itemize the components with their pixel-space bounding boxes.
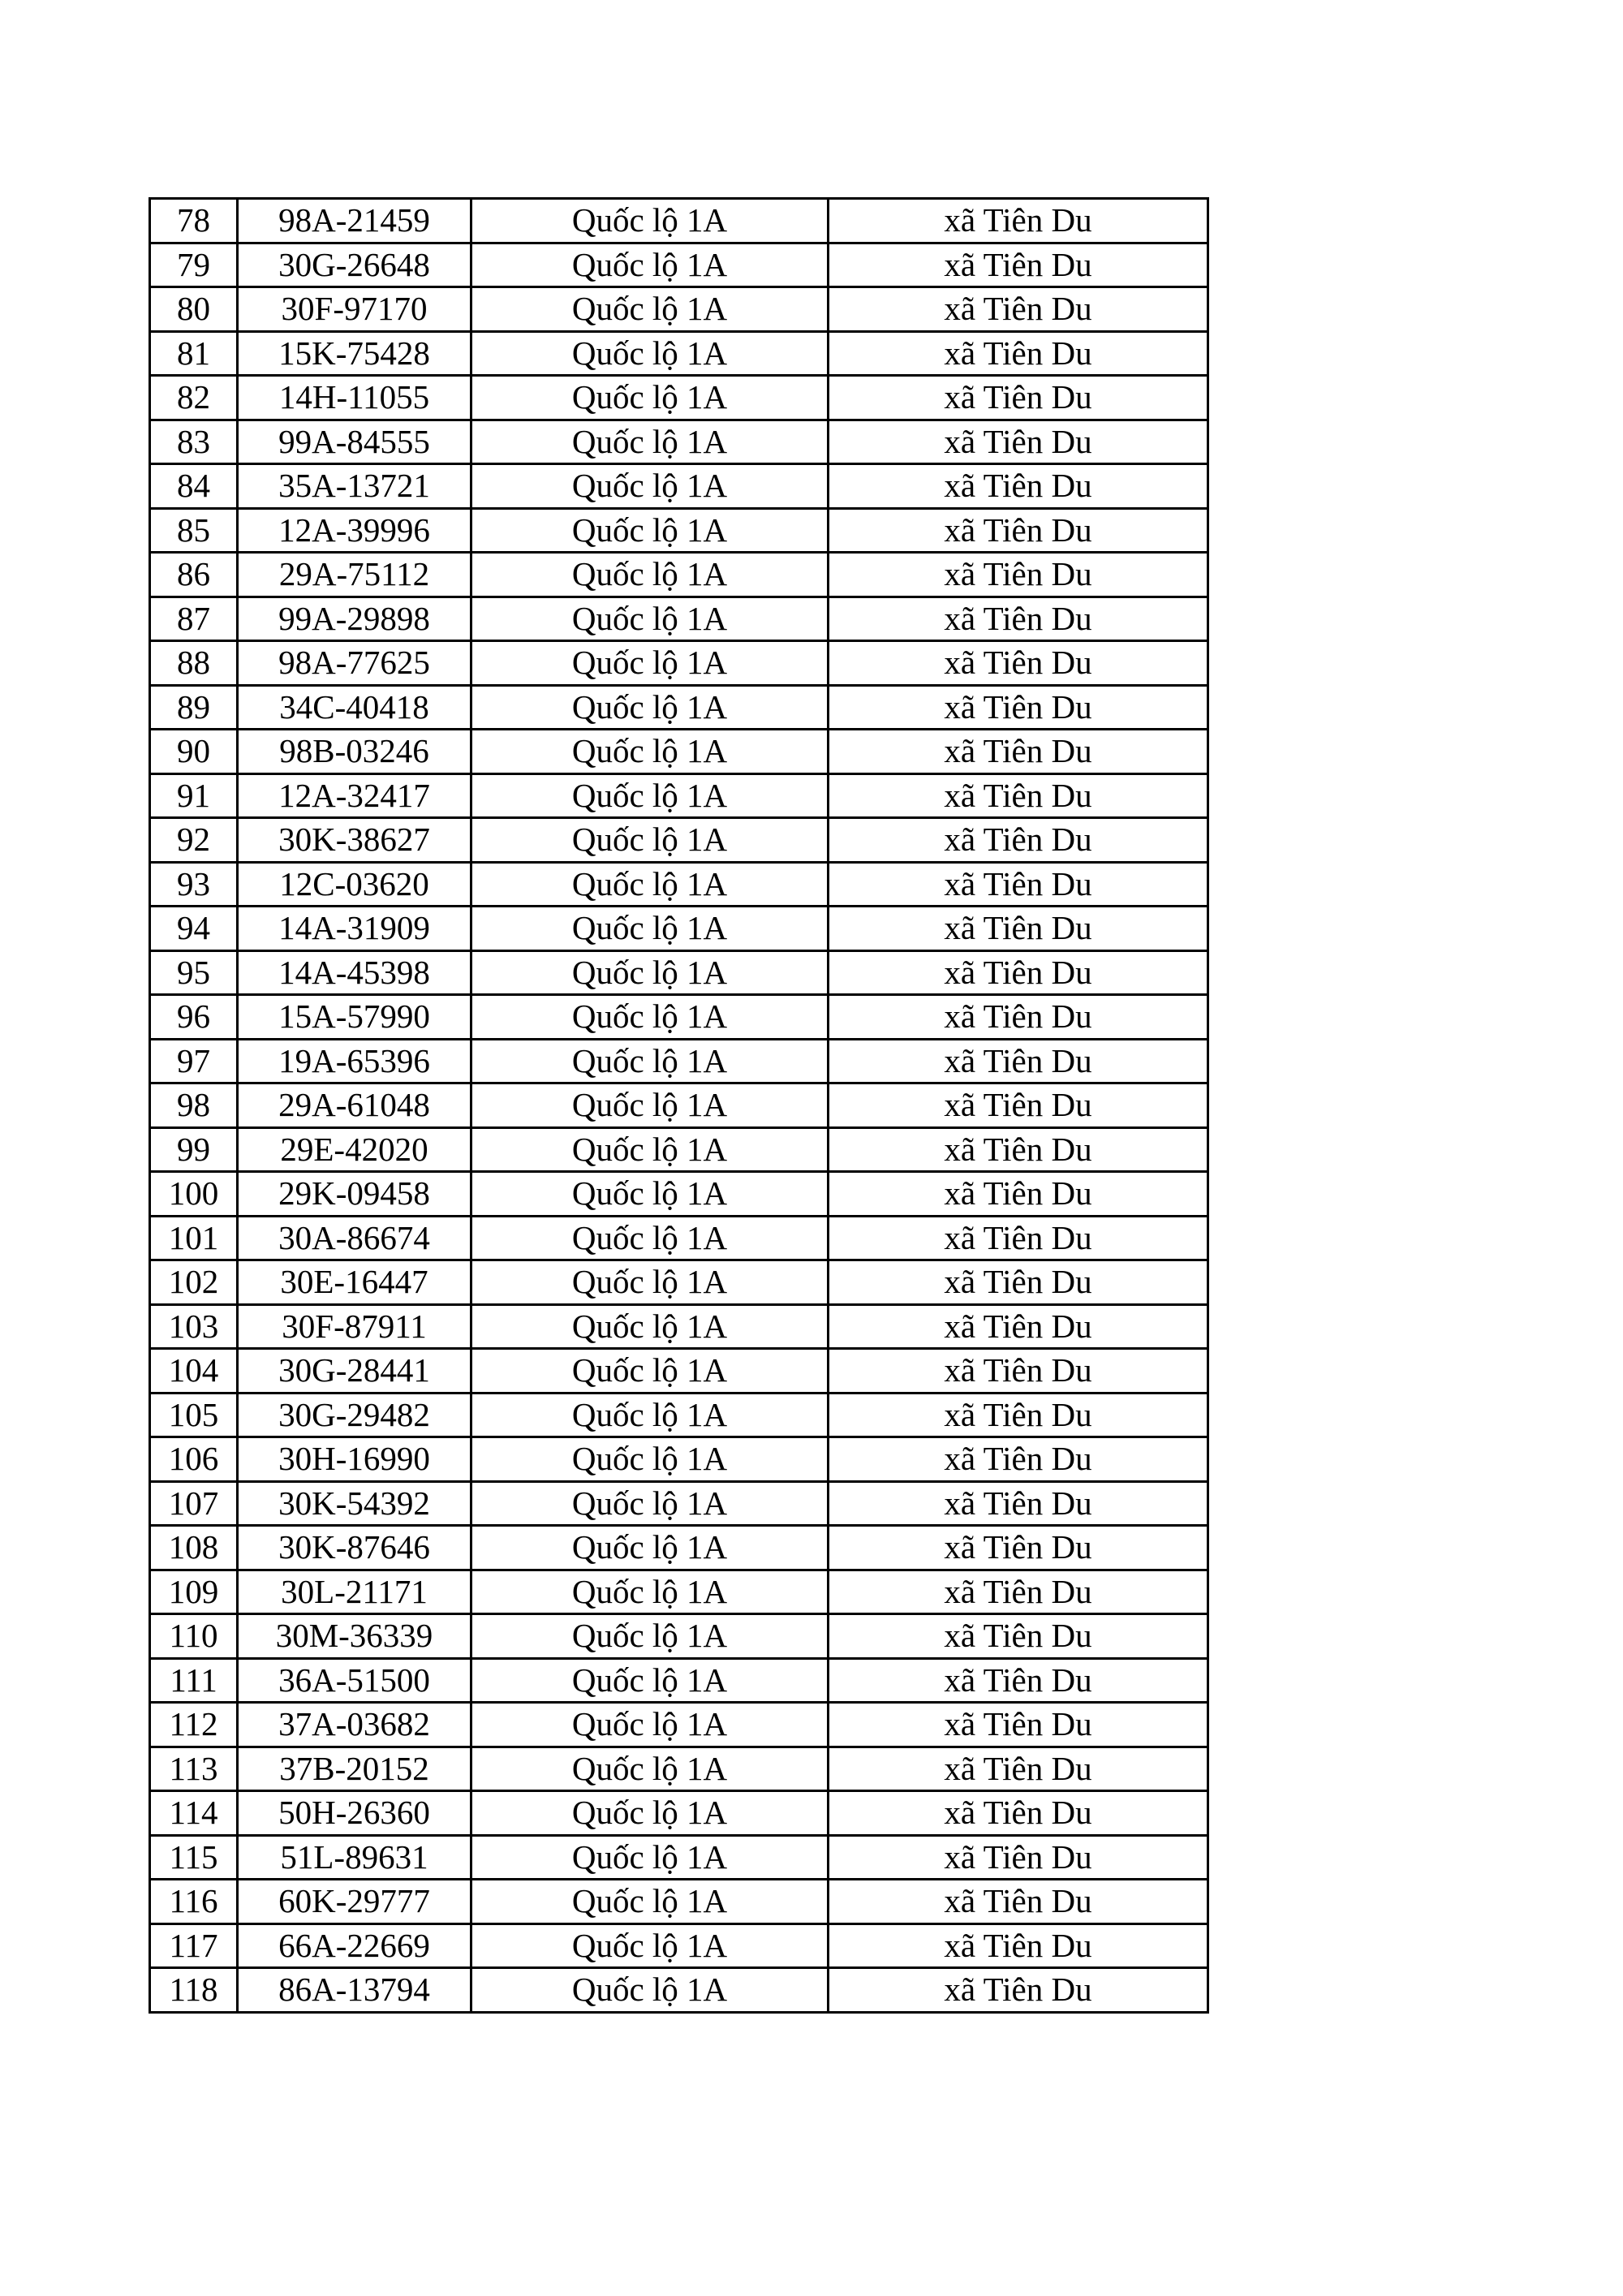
row-number-cell: 109 [150, 1570, 238, 1614]
license-plate-cell: 30K-38627 [238, 818, 471, 863]
location-cell: xã Tiên Du [829, 1526, 1208, 1570]
license-plate-cell: 37A-03682 [238, 1703, 471, 1747]
table-row [150, 1083, 1208, 1128]
row-number-cell: 81 [150, 331, 238, 376]
location-cell: xã Tiên Du [829, 1216, 1208, 1260]
table-body [150, 199, 1208, 2013]
road-cell: Quốc lộ 1A [471, 818, 829, 863]
table-row [150, 1393, 1208, 1437]
road-cell: Quốc lộ 1A [471, 1172, 829, 1217]
row-number-cell: 82 [150, 376, 238, 420]
license-plate-cell: 30M-36339 [238, 1614, 471, 1659]
road-cell: Quốc lộ 1A [471, 995, 829, 1040]
row-number-cell: 98 [150, 1083, 238, 1128]
row-number-cell: 100 [150, 1172, 238, 1217]
row-number-cell: 111 [150, 1658, 238, 1703]
table-row [150, 1526, 1208, 1570]
row-number-cell: 94 [150, 907, 238, 951]
license-plate-cell: 99A-29898 [238, 597, 471, 641]
location-cell: xã Tiên Du [829, 1349, 1208, 1394]
row-number-cell: 97 [150, 1039, 238, 1083]
location-cell: xã Tiên Du [829, 553, 1208, 597]
road-cell: Quốc lộ 1A [471, 597, 829, 641]
license-plate-cell: 12C-03620 [238, 862, 471, 907]
license-plate-cell: 29A-75112 [238, 553, 471, 597]
table-row [150, 1304, 1208, 1349]
road-cell: Quốc lộ 1A [471, 950, 829, 995]
row-number-cell: 106 [150, 1437, 238, 1482]
license-plate-cell: 86A-13794 [238, 1968, 471, 2013]
license-plate-cell: 14A-31909 [238, 907, 471, 951]
row-number-cell: 110 [150, 1614, 238, 1659]
row-number-cell: 92 [150, 818, 238, 863]
row-number-cell: 105 [150, 1393, 238, 1437]
road-cell: Quốc lộ 1A [471, 1127, 829, 1172]
row-number-cell: 115 [150, 1835, 238, 1880]
table-row [150, 1127, 1208, 1172]
road-cell: Quốc lộ 1A [471, 1968, 829, 2013]
row-number-cell: 84 [150, 464, 238, 509]
location-cell: xã Tiên Du [829, 1614, 1208, 1659]
row-number-cell: 78 [150, 199, 238, 243]
row-number-cell: 80 [150, 287, 238, 332]
location-cell: xã Tiên Du [829, 730, 1208, 774]
road-cell: Quốc lộ 1A [471, 1349, 829, 1394]
location-cell: xã Tiên Du [829, 1791, 1208, 1836]
road-cell: Quốc lộ 1A [471, 641, 829, 686]
location-cell: xã Tiên Du [829, 1393, 1208, 1437]
location-cell: xã Tiên Du [829, 1658, 1208, 1703]
table-row [150, 1039, 1208, 1083]
table-row [150, 641, 1208, 686]
license-plate-cell: 37B-20152 [238, 1747, 471, 1791]
location-cell: xã Tiên Du [829, 818, 1208, 863]
row-number-cell: 112 [150, 1703, 238, 1747]
location-cell: xã Tiên Du [829, 199, 1208, 243]
road-cell: Quốc lộ 1A [471, 1083, 829, 1128]
row-number-cell: 116 [150, 1880, 238, 1924]
table-row [150, 1216, 1208, 1260]
table-row [150, 1968, 1208, 2013]
license-plate-cell: 30K-54392 [238, 1481, 471, 1526]
road-cell: Quốc lộ 1A [471, 1437, 829, 1482]
table-row [150, 1172, 1208, 1217]
location-cell: xã Tiên Du [829, 287, 1208, 332]
license-plate-cell: 12A-32417 [238, 773, 471, 818]
license-plate-cell: 14H-11055 [238, 376, 471, 420]
row-number-cell: 104 [150, 1349, 238, 1394]
location-cell: xã Tiên Du [829, 1570, 1208, 1614]
location-cell: xã Tiên Du [829, 420, 1208, 464]
location-cell: xã Tiên Du [829, 1923, 1208, 1968]
table-row [150, 1703, 1208, 1747]
license-plate-cell: 30E-16447 [238, 1260, 471, 1305]
road-cell: Quốc lộ 1A [471, 199, 829, 243]
road-cell: Quốc lộ 1A [471, 376, 829, 420]
location-cell: xã Tiên Du [829, 950, 1208, 995]
row-number-cell: 91 [150, 773, 238, 818]
license-plate-cell: 50H-26360 [238, 1791, 471, 1836]
license-plate-cell: 29E-42020 [238, 1127, 471, 1172]
table-row [150, 818, 1208, 863]
location-cell: xã Tiên Du [829, 1437, 1208, 1482]
table-row [150, 773, 1208, 818]
road-cell: Quốc lộ 1A [471, 730, 829, 774]
row-number-cell: 114 [150, 1791, 238, 1836]
table-row [150, 597, 1208, 641]
row-number-cell: 87 [150, 597, 238, 641]
road-cell: Quốc lộ 1A [471, 773, 829, 818]
row-number-cell: 107 [150, 1481, 238, 1526]
road-cell: Quốc lộ 1A [471, 1791, 829, 1836]
license-plate-cell: 98A-21459 [238, 199, 471, 243]
road-cell: Quốc lộ 1A [471, 1216, 829, 1260]
road-cell: Quốc lộ 1A [471, 1526, 829, 1570]
table-row [150, 1747, 1208, 1791]
road-cell: Quốc lộ 1A [471, 1570, 829, 1614]
road-cell: Quốc lộ 1A [471, 1835, 829, 1880]
license-plate-cell: 30K-87646 [238, 1526, 471, 1570]
table-row [150, 1923, 1208, 1968]
road-cell: Quốc lộ 1A [471, 907, 829, 951]
row-number-cell: 88 [150, 641, 238, 686]
table-row [150, 1481, 1208, 1526]
row-number-cell: 108 [150, 1526, 238, 1570]
road-cell: Quốc lộ 1A [471, 1039, 829, 1083]
road-cell: Quốc lộ 1A [471, 1393, 829, 1437]
table-row [150, 376, 1208, 420]
location-cell: xã Tiên Du [829, 597, 1208, 641]
license-plate-cell: 30A-86674 [238, 1216, 471, 1260]
location-cell: xã Tiên Du [829, 1172, 1208, 1217]
location-cell: xã Tiên Du [829, 1083, 1208, 1128]
license-plate-cell: 15K-75428 [238, 331, 471, 376]
table-row [150, 287, 1208, 332]
road-cell: Quốc lộ 1A [471, 1260, 829, 1305]
location-cell: xã Tiên Du [829, 862, 1208, 907]
license-plate-cell: 66A-22669 [238, 1923, 471, 1968]
table-row [150, 950, 1208, 995]
table-row [150, 553, 1208, 597]
table-row [150, 995, 1208, 1040]
location-cell: xã Tiên Du [829, 685, 1208, 730]
road-cell: Quốc lộ 1A [471, 243, 829, 287]
row-number-cell: 90 [150, 730, 238, 774]
license-plate-cell: 19A-65396 [238, 1039, 471, 1083]
license-plate-cell: 30L-21171 [238, 1570, 471, 1614]
license-plate-cell: 99A-84555 [238, 420, 471, 464]
license-plate-cell: 51L-89631 [238, 1835, 471, 1880]
table-row [150, 1570, 1208, 1614]
license-plate-cell: 30F-87911 [238, 1304, 471, 1349]
table-row [150, 1349, 1208, 1394]
road-cell: Quốc lộ 1A [471, 1304, 829, 1349]
table-row [150, 1835, 1208, 1880]
row-number-cell: 113 [150, 1747, 238, 1791]
road-cell: Quốc lộ 1A [471, 862, 829, 907]
row-number-cell: 102 [150, 1260, 238, 1305]
road-cell: Quốc lộ 1A [471, 553, 829, 597]
location-cell: xã Tiên Du [829, 1260, 1208, 1305]
license-plate-cell: 12A-39996 [238, 508, 471, 553]
location-cell: xã Tiên Du [829, 1747, 1208, 1791]
table-row [150, 1260, 1208, 1305]
license-plate-cell: 29A-61048 [238, 1083, 471, 1128]
row-number-cell: 95 [150, 950, 238, 995]
location-cell: xã Tiên Du [829, 508, 1208, 553]
row-number-cell: 103 [150, 1304, 238, 1349]
row-number-cell: 93 [150, 862, 238, 907]
license-plate-cell: 34C-40418 [238, 685, 471, 730]
table-row [150, 464, 1208, 509]
license-plate-cell: 30F-97170 [238, 287, 471, 332]
location-cell: xã Tiên Du [829, 1304, 1208, 1349]
road-cell: Quốc lộ 1A [471, 464, 829, 509]
location-cell: xã Tiên Du [829, 1968, 1208, 2013]
road-cell: Quốc lộ 1A [471, 1658, 829, 1703]
table-row [150, 1614, 1208, 1659]
location-cell: xã Tiên Du [829, 1481, 1208, 1526]
location-cell: xã Tiên Du [829, 243, 1208, 287]
location-cell: xã Tiên Du [829, 1880, 1208, 1924]
license-plate-cell: 36A-51500 [238, 1658, 471, 1703]
road-cell: Quốc lộ 1A [471, 1481, 829, 1526]
location-cell: xã Tiên Du [829, 376, 1208, 420]
road-cell: Quốc lộ 1A [471, 1747, 829, 1791]
location-cell: xã Tiên Du [829, 641, 1208, 686]
table-row [150, 685, 1208, 730]
table-row [150, 1880, 1208, 1924]
road-cell: Quốc lộ 1A [471, 1614, 829, 1659]
table-row [150, 862, 1208, 907]
road-cell: Quốc lộ 1A [471, 1703, 829, 1747]
license-plate-cell: 30G-26648 [238, 243, 471, 287]
license-plate-cell: 30G-28441 [238, 1349, 471, 1394]
location-cell: xã Tiên Du [829, 773, 1208, 818]
row-number-cell: 89 [150, 685, 238, 730]
location-cell: xã Tiên Du [829, 1835, 1208, 1880]
license-plate-cell: 14A-45398 [238, 950, 471, 995]
location-cell: xã Tiên Du [829, 1127, 1208, 1172]
row-number-cell: 85 [150, 508, 238, 553]
location-cell: xã Tiên Du [829, 464, 1208, 509]
road-cell: Quốc lộ 1A [471, 508, 829, 553]
table-row [150, 1791, 1208, 1836]
row-number-cell: 101 [150, 1216, 238, 1260]
license-plate-cell: 15A-57990 [238, 995, 471, 1040]
location-cell: xã Tiên Du [829, 995, 1208, 1040]
license-plate-cell: 30H-16990 [238, 1437, 471, 1482]
violation-table [149, 197, 1209, 2014]
row-number-cell: 117 [150, 1923, 238, 1968]
table-row [150, 907, 1208, 951]
road-cell: Quốc lộ 1A [471, 1923, 829, 1968]
row-number-cell: 118 [150, 1968, 238, 2013]
road-cell: Quốc lộ 1A [471, 331, 829, 376]
table-row [150, 508, 1208, 553]
location-cell: xã Tiên Du [829, 331, 1208, 376]
license-plate-cell: 98A-77625 [238, 641, 471, 686]
location-cell: xã Tiên Du [829, 907, 1208, 951]
location-cell: xã Tiên Du [829, 1703, 1208, 1747]
road-cell: Quốc lộ 1A [471, 420, 829, 464]
table-row [150, 1658, 1208, 1703]
row-number-cell: 96 [150, 995, 238, 1040]
row-number-cell: 99 [150, 1127, 238, 1172]
license-plate-cell: 60K-29777 [238, 1880, 471, 1924]
table-row [150, 1437, 1208, 1482]
table-row [150, 243, 1208, 287]
license-plate-cell: 35A-13721 [238, 464, 471, 509]
road-cell: Quốc lộ 1A [471, 287, 829, 332]
road-cell: Quốc lộ 1A [471, 685, 829, 730]
license-plate-cell: 98B-03246 [238, 730, 471, 774]
row-number-cell: 79 [150, 243, 238, 287]
road-cell: Quốc lộ 1A [471, 1880, 829, 1924]
table-row [150, 331, 1208, 376]
row-number-cell: 83 [150, 420, 238, 464]
location-cell: xã Tiên Du [829, 1039, 1208, 1083]
table-row [150, 730, 1208, 774]
table-row [150, 420, 1208, 464]
license-plate-cell: 30G-29482 [238, 1393, 471, 1437]
license-plate-cell: 29K-09458 [238, 1172, 471, 1217]
table-row [150, 199, 1208, 243]
row-number-cell: 86 [150, 553, 238, 597]
